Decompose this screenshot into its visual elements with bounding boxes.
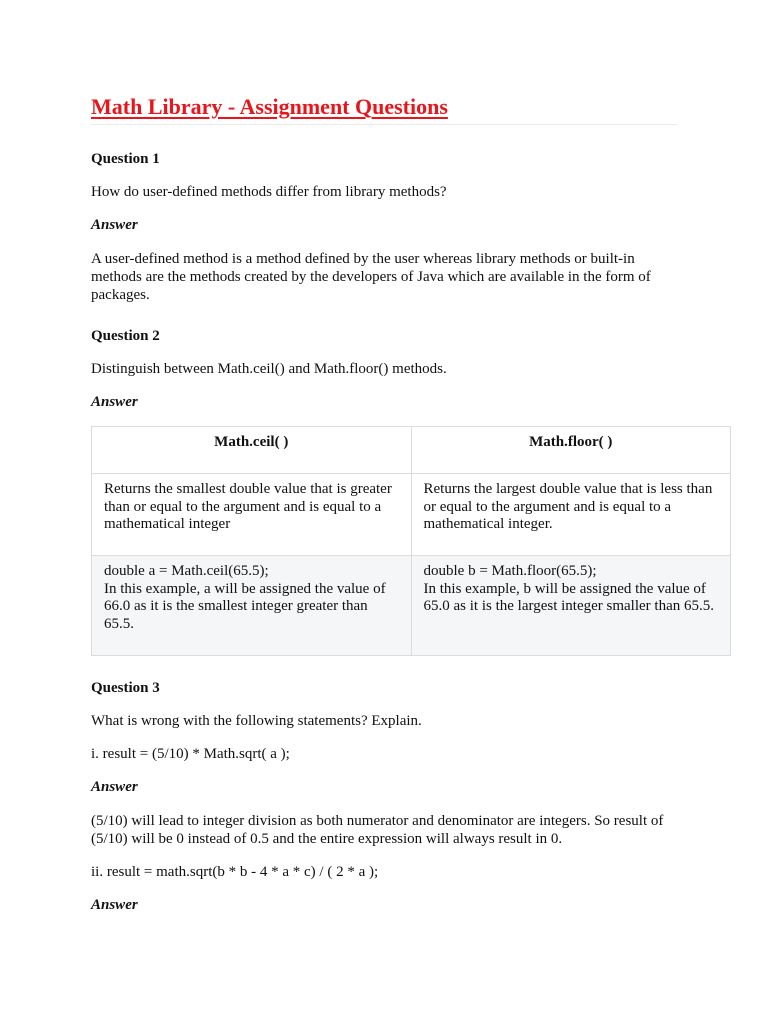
question-1-heading: Question 1 — [91, 151, 160, 167]
floor-example-code: double b = Math.floor(65.5); — [423, 563, 597, 579]
table-cell-ceil-example — [92, 556, 412, 656]
table-header-floor: Math.floor( ) — [411, 427, 731, 474]
table-cell-floor-example — [411, 556, 731, 656]
question-3-part-2: ii. result = math.sqrt(b * b - 4 * a * c) / ( 2 * a ); — [91, 864, 379, 880]
table-header-row — [92, 427, 731, 474]
question-1-answer-label: Answer — [91, 217, 138, 233]
question-3-answer-label-1: Answer — [91, 779, 138, 795]
question-2-answer-label: Answer — [91, 394, 138, 410]
ceil-example-code: double a = Math.ceil(65.5); — [104, 563, 269, 579]
question-3-answer-1: (5/10) will lead to integer division as both numerator and denominator are integers. So result of (5/10) will be 0 instead of 0.5 and the entire expression will always result in 0. — [91, 813, 664, 847]
ceil-example-text: In this example, a will be assigned the value of 66.0 as it is the smallest integer greater than 65.5. — [104, 580, 386, 632]
question-3-part-1: i. result = (5/10) * Math.sqrt( a ); — [91, 746, 290, 762]
question-3-heading: Question 3 — [91, 680, 160, 696]
question-2-text: Distinguish between Math.ceil() and Math.floor() methods. — [91, 361, 447, 377]
table-row — [92, 556, 731, 656]
page-title: Math Library - Assignment Questions — [91, 93, 678, 125]
comparison-table — [91, 426, 731, 656]
floor-example-text: In this example, b will be assigned the value of 65.0 as it is the largest integer smaller than 65.5. — [423, 580, 714, 614]
question-3-answer-label-2: Answer — [91, 897, 138, 913]
question-1-text: How do user-defined methods differ from library methods? — [91, 184, 447, 200]
question-1-answer: A user-defined method is a method defined by the user whereas library methods or built-in methods are the methods created by the developers of Java which are available in the form of packages. — [91, 251, 651, 303]
table-cell-ceil-description: Returns the smallest double value that is greater than or equal to the argument and is equal to a mathematical integer — [92, 474, 412, 556]
question-3-text: What is wrong with the following statements? Explain. — [91, 713, 422, 729]
question-2-heading: Question 2 — [91, 328, 160, 344]
table-cell-floor-description: Returns the largest double value that is less than or equal to the argument and is equal to a mathematical integer. — [411, 474, 731, 556]
table-header-ceil: Math.ceil( ) — [92, 427, 412, 474]
table-row — [92, 474, 731, 556]
